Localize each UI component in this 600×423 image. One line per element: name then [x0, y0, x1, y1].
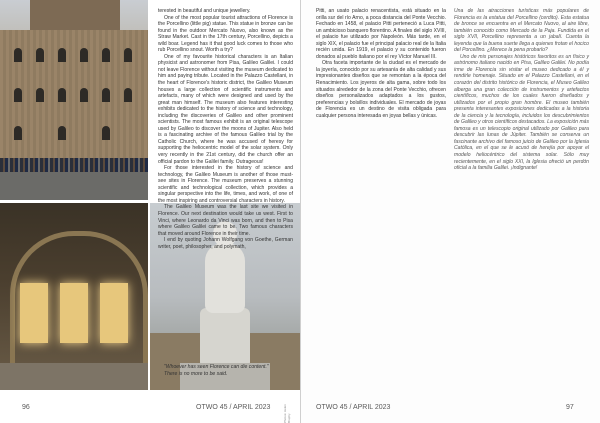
article-column-right-1 — [316, 8, 446, 119]
paragraph: Otra faceta importante de la ciudad es el mercado de la joyería, conocido por su artesanía de alta calidad y sus impresionantes diseños que se remontan a la época del Renacimiento. Los joyeros de alta gama, sobre todo los situados alrededor de la zona del Ponte Vecchio, ofrecen diseños personalizados adaptados a los gustos, preferencias y bolsillos individuales. El mercado de joyas de Florencia es un destino de visita obligada para cualquier persona interesada en joyas bellas y únicas. — [316, 60, 446, 119]
quote-line: "Whoever has seen Florence can die content." — [164, 364, 269, 370]
arcade-photo — [0, 203, 148, 390]
issue-label-right: OTWO 45 / APRIL 2023 — [316, 404, 391, 411]
paragraph: I end by quoting Johann Wolfgang von Goethe, German writer, poet, philosopher, and polymath, — [158, 237, 293, 250]
article-column-left — [158, 8, 293, 250]
goethe-quote — [158, 364, 293, 377]
paragraph: One of the most popular tourist attractions of Florence is the Porcellino (little pig) statue. This statue in bronze can be found in the outdoor Mercato Nuovo, also known as the Straw Market. Cast in the 17th century, Porcellino, depicts a wild boar. Legend has it that good luck comes to those who rub Porcellino snout. Worth a try? — [158, 14, 293, 54]
paragraph: One of my favourite historical characters is an Italian physicist and astronomer from Pisa, Galileo Galilei. I could not leave Florence without visiting the museum dedicated to him and paying tribute. Located in the Palazzo Castellani, in the heart of Florence's historic district, the Galileo Museum houses a large collection of scientific instruments and artefacts, many of which were designed and used by the great man himself. The museum also features interesting exhibits dedicated to the history of science and technology, including the discoveries of Galileo and other prominent scientists. The most famous exhibit is an original telescope used by Galileo to discover the moons of Jupiter. Also held is a fascinating archive of the famous Galileo trial by the Catholic Church, where he was accused of heresy for supporting the heliocentric model of the solar system. Only very recently in the 21st century, did the church offer an official pardon to the Galilei family. Outrageous! — [158, 53, 293, 165]
paragraph: The Galileo Museum was the last site we visited in Florence. Our next destination would take us west. First to Vinci, where Leonardo da Vinci was born, and then to Pisa where Galileo Galilei came to be. Two famous characters that moved around Florence in their time. — [158, 204, 293, 237]
palazzo-photo — [0, 0, 148, 200]
paragraph: For those interested in the history of science and technology, the Galileo Museum is another of those must-see sites in Florence. The museum preserves a stunning scientific and technological collection, which provides a singular perspective into the life, times, and work, of one of the most inspiring and controversial characters in history. — [158, 165, 293, 204]
paragraph: Una de las atracciones turísticas más populares de Florencia es la estatua del Porcellino (cerdito). Esta estatua de bronce se encuentra en el Mercato Nuovo, al aire libre, también conocido como Mercado de la Paja. Fundida en el siglo XVII, Porcellino representa a un jabalí. Cuenta la leyenda que la buena suerte llega a quienes frotan el hocico del Porcellino. ¿Merece la pena probarlo? — [454, 8, 589, 54]
quote-line: There is no more to be said. — [164, 370, 228, 377]
paragraph: terested in beautiful and unique jewellery. — [158, 8, 251, 14]
page-number-right: 97 — [566, 404, 574, 411]
paragraph: Uno de mis personajes históricos favoritos es un físico y astrónomo italiano nacido en Pisa, Galileo Galilei. No podía irme de Florencia sin visitar el museo dedicado a él y rendirle homenaje. Situado en el Palazzo Castellani, en el corazón del distrito histórico de Florencia, el Museo Galileo alberga una gran colección de instrumentos y artefactos científicos, muchos de los cuales fueron diseñados y utilizados por el propio gran hombre. El museo también presenta interesantes exposiciones dedicadas a la historia de la ciencia y la tecnología, incluidos los descubrimientos de Galileo y otros científicos destacados. La exposición más famosa es un telescopio original utilizado por Galileo para descubrir las lunas de Júpiter. También se conserva un fascinante archivo del famoso juicio de Galileo por la Iglesia Católica, en el que se le acusó de herejía por apoyar el modelo heliocéntrico del sistema solar. Sólo muy recientemente, en el siglo XXI, la Iglesia ofreció un perdón oficial a la familia Galilei. ¡Indignante! — [454, 53, 589, 172]
paragraph: Pitti, an usato palacio renacentista, está situado en la orilla sur del río Arno, a poca distancia del Ponte Vecchio. Fechado en 1458, el palacio Pitti perteneció a Luca Pitti, un ambicioso banquero florentino. A finales del siglo XVIII, el palacio fue utilizado por Napoleón. Más tarde, en el siglo XIX, el palacio fue el principal palacio real de la Italia recién unida. En 1919, el palacio y su contenido fueron donados al pueblo italiano por el rey Víctor Manuel III. — [316, 8, 446, 60]
issue-label-left: OTWO 45 / APRIL 2023 — [196, 404, 271, 411]
article-column-right-2 — [454, 8, 589, 172]
photo-credit: Photos: Helen Brophy — [283, 404, 291, 423]
page-number-left: 96 — [22, 404, 30, 411]
